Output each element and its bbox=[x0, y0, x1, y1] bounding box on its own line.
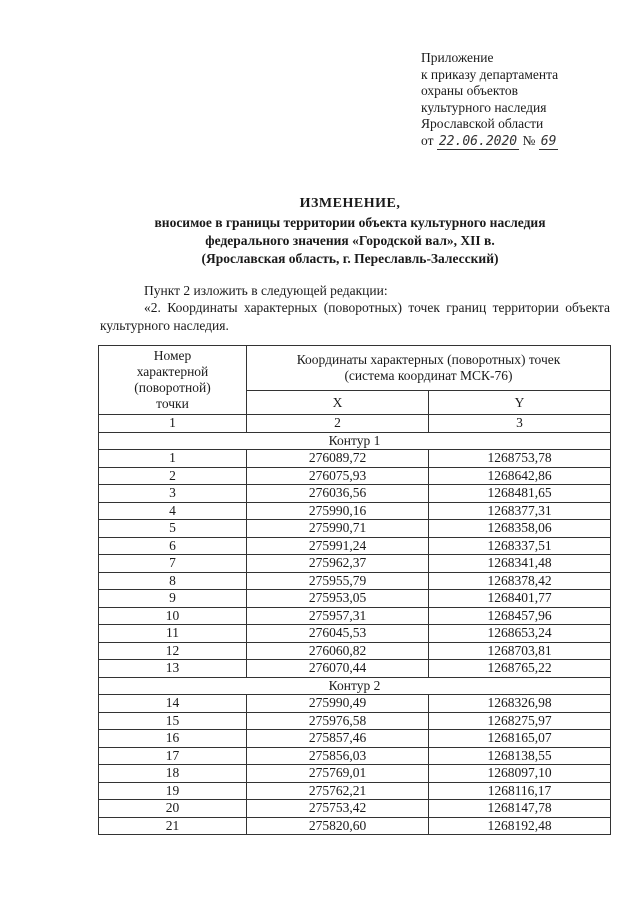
appendix-date-line bbox=[421, 133, 621, 151]
x-coordinate-cell: 275955,79 bbox=[247, 572, 429, 590]
table-row bbox=[99, 520, 611, 538]
y-coordinate-cell: 1268116,17 bbox=[429, 782, 611, 800]
point-number-cell: 21 bbox=[99, 817, 247, 835]
y-coordinate-cell: 1268275,97 bbox=[429, 712, 611, 730]
y-coordinate-cell: 1268481,65 bbox=[429, 485, 611, 503]
y-coordinate-cell: 1268401,77 bbox=[429, 590, 611, 608]
header-y: Y bbox=[429, 391, 611, 415]
point-number-cell: 8 bbox=[99, 572, 247, 590]
y-coordinate-cell: 1268147,78 bbox=[429, 800, 611, 818]
point-number-cell: 3 bbox=[99, 485, 247, 503]
header-coords-line: Координаты характерных (поворотных) точек bbox=[296, 352, 561, 368]
table-row bbox=[99, 572, 611, 590]
y-coordinate-cell: 1268165,07 bbox=[429, 730, 611, 748]
y-coordinate-cell: 1268642,86 bbox=[429, 467, 611, 485]
coordinates-table bbox=[98, 345, 611, 835]
y-coordinate-cell: 1268358,06 bbox=[429, 520, 611, 538]
x-coordinate-cell: 275990,49 bbox=[247, 695, 429, 713]
y-coordinate-cell: 1268377,31 bbox=[429, 502, 611, 520]
contour-label: Контур 1 bbox=[99, 432, 611, 450]
point-number-cell: 15 bbox=[99, 712, 247, 730]
contour-label: Контур 2 bbox=[99, 677, 611, 695]
x-coordinate-cell: 276070,44 bbox=[247, 660, 429, 678]
table-row bbox=[99, 730, 611, 748]
y-coordinate-cell: 1268753,78 bbox=[429, 450, 611, 468]
table-row bbox=[99, 485, 611, 503]
x-coordinate-cell: 275820,60 bbox=[247, 817, 429, 835]
handwritten-number: 69 bbox=[540, 133, 557, 149]
document-title bbox=[90, 195, 610, 268]
y-coordinate-cell: 1268341,48 bbox=[429, 555, 611, 573]
x-coordinate-cell: 275857,46 bbox=[247, 730, 429, 748]
column-number: 2 bbox=[247, 415, 429, 433]
title-line: вносимое в границы территории объекта культурного наследия bbox=[154, 215, 546, 230]
title-line: федерального значения «Городской вал», XII в. bbox=[205, 233, 495, 248]
point-number-cell: 1 bbox=[99, 450, 247, 468]
table-row bbox=[99, 450, 611, 468]
point-number-cell: 5 bbox=[99, 520, 247, 538]
point-number-cell: 19 bbox=[99, 782, 247, 800]
y-coordinate-cell: 1268378,42 bbox=[429, 572, 611, 590]
point-number-cell: 7 bbox=[99, 555, 247, 573]
point-number-cell: 12 bbox=[99, 642, 247, 660]
point-number-cell: 9 bbox=[99, 590, 247, 608]
table-row bbox=[99, 590, 611, 608]
appendix-line: охраны объектов bbox=[421, 83, 519, 99]
x-coordinate-cell: 275976,58 bbox=[247, 712, 429, 730]
appendix-line: Ярославской области bbox=[421, 116, 544, 132]
title-main: ИЗМЕНЕНИЕ, bbox=[299, 196, 401, 211]
table-row bbox=[99, 467, 611, 485]
table-row bbox=[99, 607, 611, 625]
table-row bbox=[99, 660, 611, 678]
table-row bbox=[99, 625, 611, 643]
table-row bbox=[99, 555, 611, 573]
column-number: 3 bbox=[429, 415, 611, 433]
handwritten-date: 22.06.2020 bbox=[438, 133, 518, 149]
x-coordinate-cell: 276036,56 bbox=[247, 485, 429, 503]
x-coordinate-cell: 275962,37 bbox=[247, 555, 429, 573]
x-coordinate-cell: 275769,01 bbox=[247, 765, 429, 783]
table-row bbox=[99, 782, 611, 800]
column-number: 1 bbox=[99, 415, 247, 433]
x-coordinate-cell: 275753,42 bbox=[247, 800, 429, 818]
table-row bbox=[99, 537, 611, 555]
paragraph-clause: «2. Координаты характерных (поворотных) точек границ территории объекта культурного наследия. bbox=[100, 300, 610, 333]
appendix-line: к приказу департамента bbox=[421, 66, 559, 82]
title-line: (Ярославская область, г. Переславль-Залесский) bbox=[201, 251, 499, 266]
point-number-cell: 17 bbox=[99, 747, 247, 765]
header-coords-line: (система координат МСК-76) bbox=[344, 368, 513, 384]
x-coordinate-cell: 275990,16 bbox=[247, 502, 429, 520]
table-row bbox=[99, 502, 611, 520]
table-row bbox=[99, 817, 611, 835]
point-number-cell: 10 bbox=[99, 607, 247, 625]
x-coordinate-cell: 275990,71 bbox=[247, 520, 429, 538]
point-number-cell: 2 bbox=[99, 467, 247, 485]
appendix-line: Приложение bbox=[421, 50, 494, 65]
paragraph-instruction: Пункт 2 изложить в следующей редакции: bbox=[144, 283, 388, 298]
point-number-cell: 6 bbox=[99, 537, 247, 555]
header-coordinates bbox=[247, 346, 611, 391]
header-point-number: Номер характерной (поворотной) точки bbox=[99, 346, 247, 415]
point-number-cell: 11 bbox=[99, 625, 247, 643]
point-number-cell: 18 bbox=[99, 765, 247, 783]
point-number-cell: 13 bbox=[99, 660, 247, 678]
y-coordinate-cell: 1268138,55 bbox=[429, 747, 611, 765]
table-row bbox=[99, 747, 611, 765]
y-coordinate-cell: 1268653,24 bbox=[429, 625, 611, 643]
x-coordinate-cell: 275856,03 bbox=[247, 747, 429, 765]
x-coordinate-cell: 276075,93 bbox=[247, 467, 429, 485]
point-number-cell: 20 bbox=[99, 800, 247, 818]
date-prefix: от bbox=[421, 132, 434, 148]
y-coordinate-cell: 1268765,22 bbox=[429, 660, 611, 678]
table-row bbox=[99, 695, 611, 713]
y-coordinate-cell: 1268326,98 bbox=[429, 695, 611, 713]
x-coordinate-cell: 275953,05 bbox=[247, 590, 429, 608]
table-row bbox=[99, 800, 611, 818]
x-coordinate-cell: 275957,31 bbox=[247, 607, 429, 625]
table-row bbox=[99, 712, 611, 730]
y-coordinate-cell: 1268192,48 bbox=[429, 817, 611, 835]
appendix-block bbox=[421, 50, 621, 151]
y-coordinate-cell: 1268337,51 bbox=[429, 537, 611, 555]
table-row bbox=[99, 765, 611, 783]
x-coordinate-cell: 275991,24 bbox=[247, 537, 429, 555]
x-coordinate-cell: 275762,21 bbox=[247, 782, 429, 800]
header-x: X bbox=[247, 391, 429, 415]
appendix-line: культурного наследия bbox=[421, 99, 547, 115]
table-row bbox=[99, 642, 611, 660]
y-coordinate-cell: 1268457,96 bbox=[429, 607, 611, 625]
y-coordinate-cell: 1268703,81 bbox=[429, 642, 611, 660]
point-number-cell: 16 bbox=[99, 730, 247, 748]
point-number-cell: 14 bbox=[99, 695, 247, 713]
y-coordinate-cell: 1268097,10 bbox=[429, 765, 611, 783]
x-coordinate-cell: 276045,53 bbox=[247, 625, 429, 643]
number-prefix: № bbox=[522, 132, 536, 148]
x-coordinate-cell: 276060,82 bbox=[247, 642, 429, 660]
point-number-cell: 4 bbox=[99, 502, 247, 520]
x-coordinate-cell: 276089,72 bbox=[247, 450, 429, 468]
